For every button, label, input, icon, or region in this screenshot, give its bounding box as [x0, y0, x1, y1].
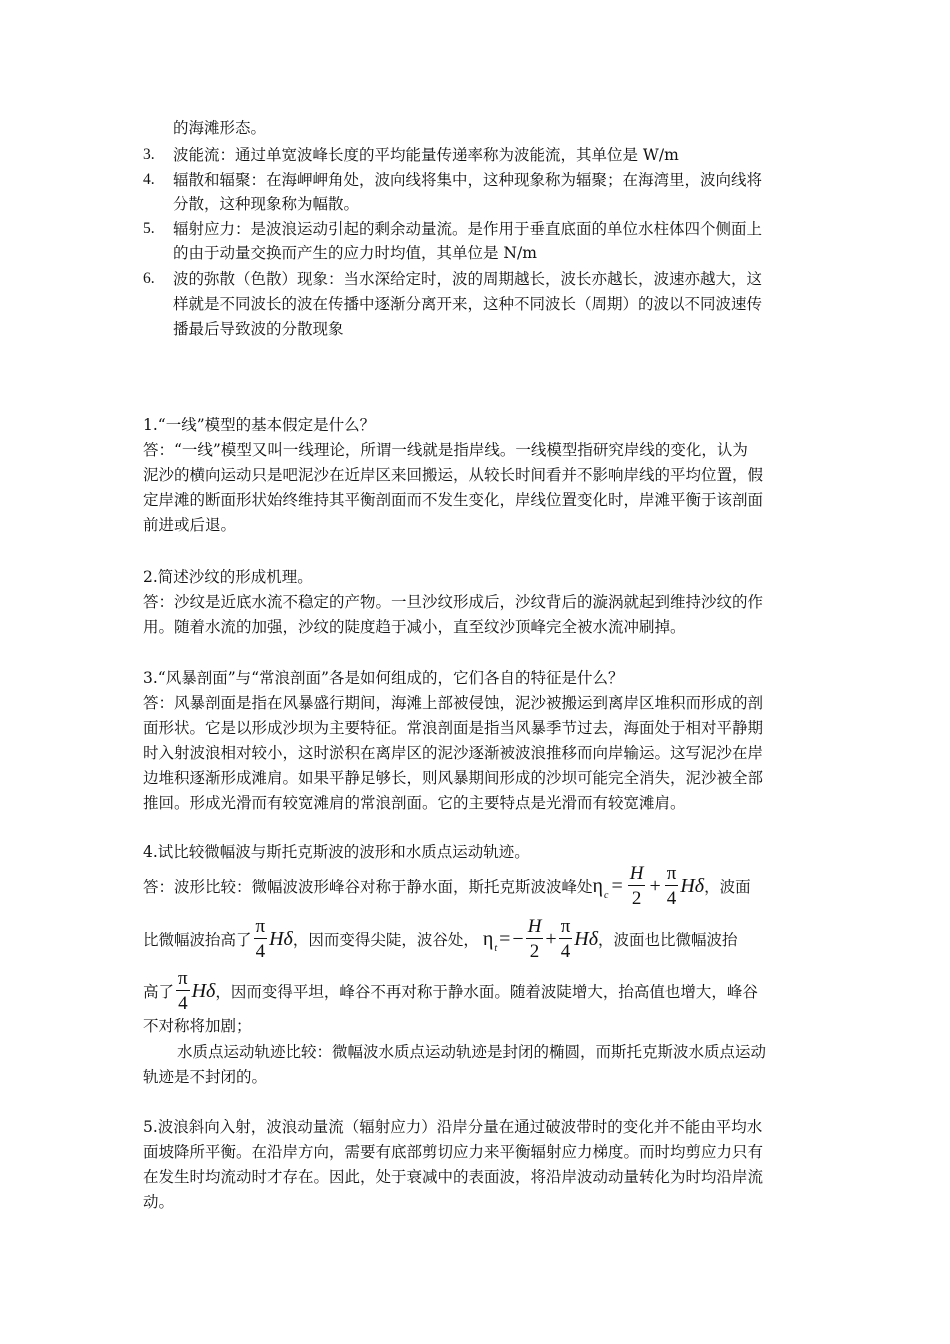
question-2: 2.简述沙纹的形成机理。: [143, 568, 313, 586]
answer-4-text: 答：波形比较：微幅波波形峰谷对称于静水面，斯托克斯波波峰处: [143, 878, 593, 896]
fraction-H-over-2: $\frac{H}{2}$: [527, 916, 542, 962]
answer-3-line: 时入射波浪相对较小，这时淤积在离岸区的泥沙逐渐被波浪推移而向岸输运。这写泥沙在岸: [143, 744, 764, 762]
def-item-line: 波的弥散（色散）现象：当水深给定时，波的周期越长，波长亦越长，波速亦越大，这: [173, 270, 763, 288]
plus-sign: +: [545, 927, 557, 950]
answer-4-line: 轨迹是不封闭的。: [143, 1068, 268, 1086]
fraction-H-over-2: $\frac{H}{2}$: [629, 863, 644, 909]
answer-1-line: 答：“一线”模型又叫一线理论，所谓一线就是指岸线。一线模型指研究岸线的变化，认为: [143, 441, 748, 459]
def-item-line: 分散，这种现象称为幅散。: [173, 195, 360, 213]
minus-sign: −: [512, 927, 524, 950]
H-delta-term: Hδ: [680, 874, 705, 897]
def-item-number: 3.: [143, 146, 155, 163]
answer-3-line: 推回。形成光滑而有较宽滩肩的常浪剖面。它的主要特点是光滑而有较宽滩肩。: [143, 794, 686, 812]
def-item-line: 波能流：通过单宽波峰长度的平均能量传递率称为波能流，其单位是 W/m: [173, 146, 679, 164]
def-item-number: 5.: [143, 220, 155, 237]
fraction-pi-over-4: $\frac{\pi}{4}$: [666, 863, 677, 909]
answer-3-line: 边堆积逐渐形成滩肩。如果平静足够长，则风暴期间形成的沙坝可能完全消失，泥沙被全部: [143, 769, 764, 787]
eta-symbol: η: [482, 927, 494, 950]
subscript-c: c: [603, 889, 609, 901]
def-item-number: 4.: [143, 171, 155, 188]
answer-4-line: 不对称将加剧；: [143, 1017, 252, 1035]
H-delta-term: Hδ: [269, 927, 293, 950]
def-continuation-line: 的海滩形态。: [173, 119, 267, 137]
def-item-line: 的由于动量交换而产生的应力时均值，其单位是 N/m: [173, 244, 537, 262]
answer-4-text: 高了: [143, 983, 175, 1001]
H-delta-term: Hδ: [574, 927, 599, 950]
fraction-pi-over-4: $\frac{\pi}{4}$: [560, 916, 571, 962]
question-3: 3.“风暴剖面”与“常浪剖面”各是如何组成的，它们各自的特征是什么？: [143, 669, 624, 687]
equals-sign: =: [499, 927, 511, 950]
answer-3-line: 面形状。它是以形成沙坝为主要特征。常浪剖面是指当风暴季节过去，海面处于相对平静期: [143, 719, 764, 737]
answer-4-text: ，因而变得平坦，峰谷不再对称于静水面。随着波陡增大，抬高值也增大，峰谷: [215, 983, 758, 1001]
answer-4-formula-line-3: [143, 965, 758, 1017]
answer-2-line: 用。随着水流的加强，沙纹的陡度趋于减小，直至纹沙顶峰完全被水流冲刷掉。: [143, 618, 686, 636]
def-item-line: 辐散和辐聚：在海岬岬角处，波向线将集中，这种现象称为辐聚；在海湾里，波向线将: [173, 171, 763, 189]
answer-3-line: 答：风暴剖面是指在风暴盛行期间，海滩上部被侵蚀，泥沙被搬运到离岸区堆积而形成的剖: [143, 694, 764, 712]
equals-sign: =: [611, 874, 623, 897]
answer-4-text: ，波面: [704, 878, 751, 896]
def-item-number: 6.: [143, 270, 155, 287]
paragraph-5-line: 动。: [143, 1193, 175, 1211]
answer-4-formula-line-2: [143, 913, 738, 965]
answer-1-line: 定岸滩的断面形状始终维持其平衡剖面而不发生变化，岸线位置变化时，岸滩平衡于该剖面: [143, 491, 764, 509]
def-item-line: 样就是不同波长的波在传播中逐渐分离开来，这种不同波长（周期）的波以不同波速传: [173, 295, 763, 313]
def-item-line: 播最后导致波的分散现象: [173, 320, 344, 338]
answer-4-text: 比微幅波抬高了: [143, 931, 252, 949]
def-item-line: 辐射应力：是波浪运动引起的剩余动量流。是作用于垂直底面的单位水柱体四个侧面上: [173, 220, 763, 238]
question-1: 1.“一线”模型的基本假定是什么？: [143, 416, 376, 434]
fraction-pi-over-4: $\frac{\pi}{4}$: [178, 968, 188, 1014]
fraction-pi-over-4: $\frac{\pi}{4}$: [255, 916, 266, 962]
answer-1-line: 泥沙的横向运动只是吧泥沙在近岸区来回搬运，从较长时间看并不影响岸线的平均位置，假: [143, 466, 764, 484]
paragraph-5-line: 在发生时均流动时才存在。因此，处于衰减中的表面波，将沿岸波动动量转化为时均沿岸流: [143, 1168, 764, 1186]
H-delta-term: Hδ: [191, 979, 216, 1002]
plus-sign: +: [649, 874, 661, 897]
answer-2-line: 答：沙纹是近底水流不稳定的产物。一旦沙纹形成后，沙纹背后的漩涡就起到维持沙纹的作: [143, 593, 764, 611]
paragraph-5-line: 面坡降所平衡。在沿岸方向，需要有底部剪切应力来平衡辐射应力梯度。而时均剪应力只有: [143, 1143, 764, 1161]
answer-4-text: ，因而变得尖陡，波谷处，: [292, 931, 479, 949]
eta-symbol: η: [592, 874, 603, 897]
subscript-t: t: [494, 942, 498, 954]
answer-1-line: 前进或后退。: [143, 516, 237, 534]
answer-4-text: ，波面也比微幅波抬: [598, 931, 738, 949]
answer-4-line: 水质点运动轨迹比较：微幅波水质点运动轨迹是封闭的椭圆，而斯托克斯波水质点运动: [177, 1043, 767, 1061]
question-4: 4.试比较微幅波与斯托克斯波的波形和水质点运动轨迹。: [143, 843, 530, 861]
answer-4-formula-line-1: [143, 860, 751, 912]
paragraph-5-line: 5.波浪斜向入射，波浪动量流（辐射应力）沿岸分量在通过破波带时的变化并不能由平均水: [143, 1118, 763, 1136]
